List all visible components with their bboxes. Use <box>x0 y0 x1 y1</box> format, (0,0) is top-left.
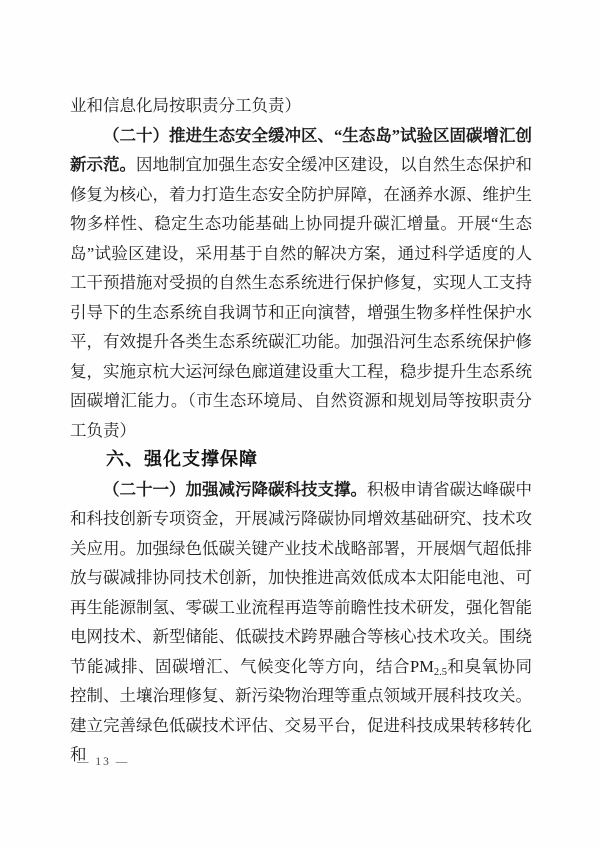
paragraph-section-21 <box>70 475 532 770</box>
section-20-responsibility: （市生态环境局、自然资源和规划局等按职责分工负责） <box>70 391 533 440</box>
document-content <box>70 91 532 770</box>
heading-section-6: 六、强化支撑保障 <box>106 449 258 469</box>
section-21-title: （二十一）加强减污降碳科技支撑。 <box>103 479 367 499</box>
paragraph-section-20 <box>70 121 532 446</box>
paragraph-continuation-responsibility: 业和信息化局按职责分工负责） <box>70 96 301 115</box>
page-number: — 13 — <box>77 756 130 768</box>
pm25-subscript: 2.5 <box>433 666 447 678</box>
section-21-body-after-pm: 和臭氧协同控制、土壤治理修复、新污染物治理等重点领域开展科技攻关。建立完善绿色低碳技术评估、交易平台，促进科技成果转移转化和 <box>70 656 533 764</box>
section-20-body: 因地制宜加强生态安全缓冲区建设，以自然生态保护和修复为核心，着力打造生态安全防护屏障，在涵养水源、维护生物多样性、稳定生态功能基础上协同提升碳汇增量。开展“生态岛”试验区建设，采用基于自然的解决方案，通过科学适度的人工干预措施对受损的自然生态系统进行保护修复，实现人工支持引导下的生态系统自我调节和正向演替，增强生物多样性保护水平，有效提升各类生态系统碳汇功能。加强沿河生态系统保护修复，实施京杭大运河绿色廊道建设重大工程，稳步提升生态系统固碳增汇能力。 <box>70 155 532 410</box>
section-21-body-before-pm: 积极申请省碳达峰碳中和科技创新专项资金，开展减污降碳协同增效基础研究、技术攻关应用。加强绿色低碳关键产业技术战略部署，开展烟气超低排放与碳减排协同技术创新，加快推进高效低成本太阳能电池、可再生能源制氢、零碳工业流程再造等前瞻性技术研发，强化智能电网技术、新型储能、低碳技术跨界融合等核心技术攻关。围绕节能减排、固碳增汇、气候变化等方向，结合PM <box>70 479 532 676</box>
section-20-title: （二十）推进生态安全缓冲区、“生态岛”试验区固碳增汇创新示范。 <box>70 125 532 174</box>
